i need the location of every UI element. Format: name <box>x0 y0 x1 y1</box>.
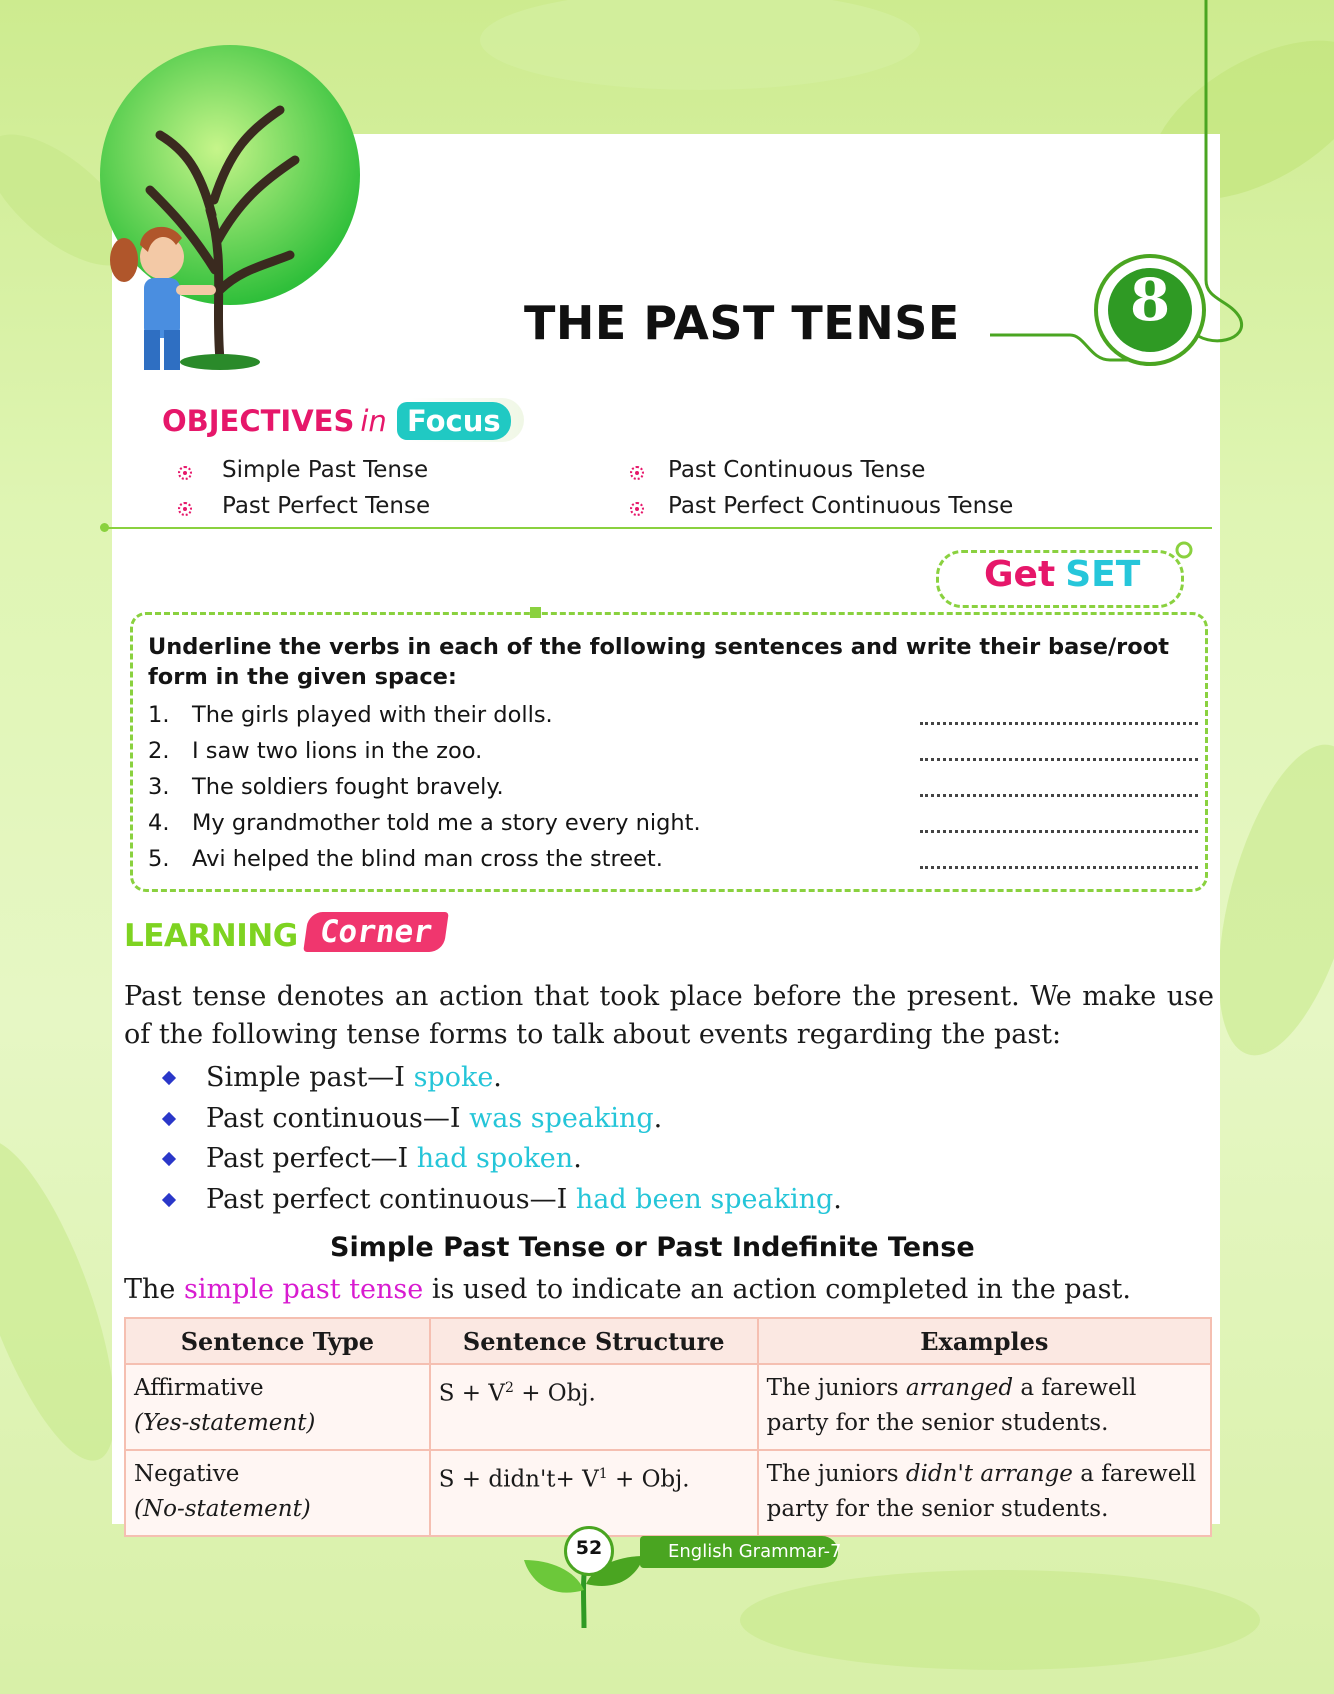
tense-list-item <box>170 1103 662 1134</box>
sentence-type-cell <box>125 1450 430 1536</box>
intro-text: is used to indicate an action completed in the past. <box>423 1274 1131 1305</box>
sentence-type: Affirmative <box>134 1375 264 1401</box>
objective-bullet-icon <box>178 502 192 516</box>
book-title: English Grammar-7 <box>668 1541 842 1562</box>
tense-example: spoke <box>413 1062 494 1093</box>
table-header: Examples <box>758 1318 1211 1364</box>
tense-example: was speaking <box>469 1103 654 1134</box>
section-subheading: Simple Past Tense or Past Indefinite Tense <box>330 1232 975 1263</box>
exercise-sentence: My grandmother told me a story every night. <box>192 810 701 836</box>
tense-label: Past continuous—I <box>206 1103 470 1134</box>
exercise-row <box>148 810 1198 840</box>
structure-text: + Obj. <box>607 1466 690 1493</box>
sentence-type-cell <box>125 1364 430 1450</box>
exercise-number: 3. <box>148 774 170 800</box>
sentence-type-note: (Yes-statement) <box>134 1410 316 1436</box>
example-text: a farewell party for the senior students. <box>766 1375 1137 1436</box>
exercise-sentence: Avi helped the blind man cross the street. <box>192 846 663 872</box>
example-cell <box>758 1450 1211 1536</box>
table-header: Sentence Structure <box>430 1318 758 1364</box>
page-number: 52 <box>575 1537 603 1559</box>
objective-bullet-icon <box>630 502 644 516</box>
set-word: SET <box>1065 554 1141 595</box>
objective-bullet-icon <box>178 466 192 480</box>
get-word: Get <box>984 554 1056 595</box>
tense-label: Simple past—I <box>206 1062 414 1093</box>
intro-text: The <box>124 1274 184 1305</box>
sentence-type: Negative <box>134 1461 240 1487</box>
structure-text: S + V <box>438 1380 505 1407</box>
exercise-marker <box>530 607 541 618</box>
objective-item: Simple Past Tense <box>222 457 429 483</box>
tense-list-item <box>170 1184 842 1215</box>
example-cell <box>758 1364 1211 1450</box>
exercise-number: 4. <box>148 810 170 836</box>
tense-end: . <box>833 1184 842 1215</box>
structure-sup: 1 <box>598 1466 608 1482</box>
table-header-row <box>125 1318 1211 1364</box>
objectives-in-word: in <box>360 404 387 438</box>
structure-text: S + didn't+ V <box>438 1466 599 1493</box>
example-verb: arranged <box>905 1375 1014 1401</box>
exercise-number: 2. <box>148 738 170 764</box>
objective-item: Past Continuous Tense <box>668 457 926 483</box>
exercise-number: 1. <box>148 702 170 728</box>
objectives-heading <box>162 404 393 438</box>
example-text: The juniors <box>766 1375 906 1401</box>
example-text: The juniors <box>766 1461 906 1487</box>
sentence-type-note: (No-statement) <box>134 1496 311 1522</box>
tense-end: . <box>653 1103 663 1134</box>
example-verb: didn't arrange <box>905 1461 1073 1487</box>
answer-blank[interactable] <box>920 758 1198 761</box>
simple-past-table <box>124 1317 1212 1537</box>
answer-blank[interactable] <box>920 722 1198 725</box>
table-row <box>125 1450 1211 1536</box>
table-row <box>125 1364 1211 1450</box>
exercise-row <box>148 774 1198 804</box>
tense-example: had spoken <box>416 1143 574 1174</box>
intro-highlight: simple past tense <box>183 1274 424 1305</box>
exercise-sentence: The soldiers fought bravely. <box>192 774 504 800</box>
chapter-title: THE PAST TENSE <box>524 296 960 350</box>
exercise-number: 5. <box>148 846 170 872</box>
example-text: a farewell party for the senior students. <box>766 1461 1197 1522</box>
answer-blank[interactable] <box>920 830 1198 833</box>
tense-end: . <box>493 1062 502 1093</box>
objective-bullet-icon <box>630 466 644 480</box>
intro-paragraph: Past tense denotes an action that took place before the present. We make use of the following tense forms to talk about events regarding the past: <box>124 981 1214 1050</box>
tense-list-item <box>170 1143 582 1174</box>
exercise-instruction: Underline the verbs in each of the following sentences and write their base/root form in the given space: <box>148 634 1169 690</box>
table-header: Sentence Type <box>125 1318 430 1364</box>
tense-list-item <box>170 1062 502 1093</box>
exercise-row <box>148 738 1198 768</box>
exercise-row <box>148 846 1198 876</box>
simple-past-intro <box>124 1274 1131 1305</box>
tense-label: Past perfect—I <box>206 1143 417 1174</box>
corner-tag: Corner <box>303 912 449 952</box>
tense-label: Past perfect continuous—I <box>206 1184 576 1215</box>
objective-item: Past Perfect Continuous Tense <box>668 493 1014 519</box>
objectives-word: OBJECTIVES <box>162 404 355 438</box>
objectives-focus-tag: Focus <box>397 402 511 440</box>
tree-girl-illustration <box>90 40 380 380</box>
learning-corner-label: LEARNING <box>124 918 298 954</box>
exercise-sentence: The girls played with their dolls. <box>192 702 553 728</box>
answer-blank[interactable] <box>920 866 1198 869</box>
structure-text: + Obj. <box>513 1380 596 1407</box>
exercise-sentence: I saw two lions in the zoo. <box>192 738 483 764</box>
get-set-ring-icon <box>1174 540 1198 564</box>
objectives-divider <box>104 527 1212 529</box>
objective-item: Past Perfect Tense <box>222 493 431 519</box>
chapter-number: 8 <box>1129 266 1171 334</box>
exercise-row <box>148 702 1198 732</box>
structure-cell <box>430 1364 758 1450</box>
tense-example: had been speaking <box>575 1184 834 1215</box>
tense-end: . <box>573 1143 582 1174</box>
get-set-heading <box>984 554 1140 595</box>
answer-blank[interactable] <box>920 794 1198 797</box>
structure-sup: 2 <box>504 1380 514 1396</box>
